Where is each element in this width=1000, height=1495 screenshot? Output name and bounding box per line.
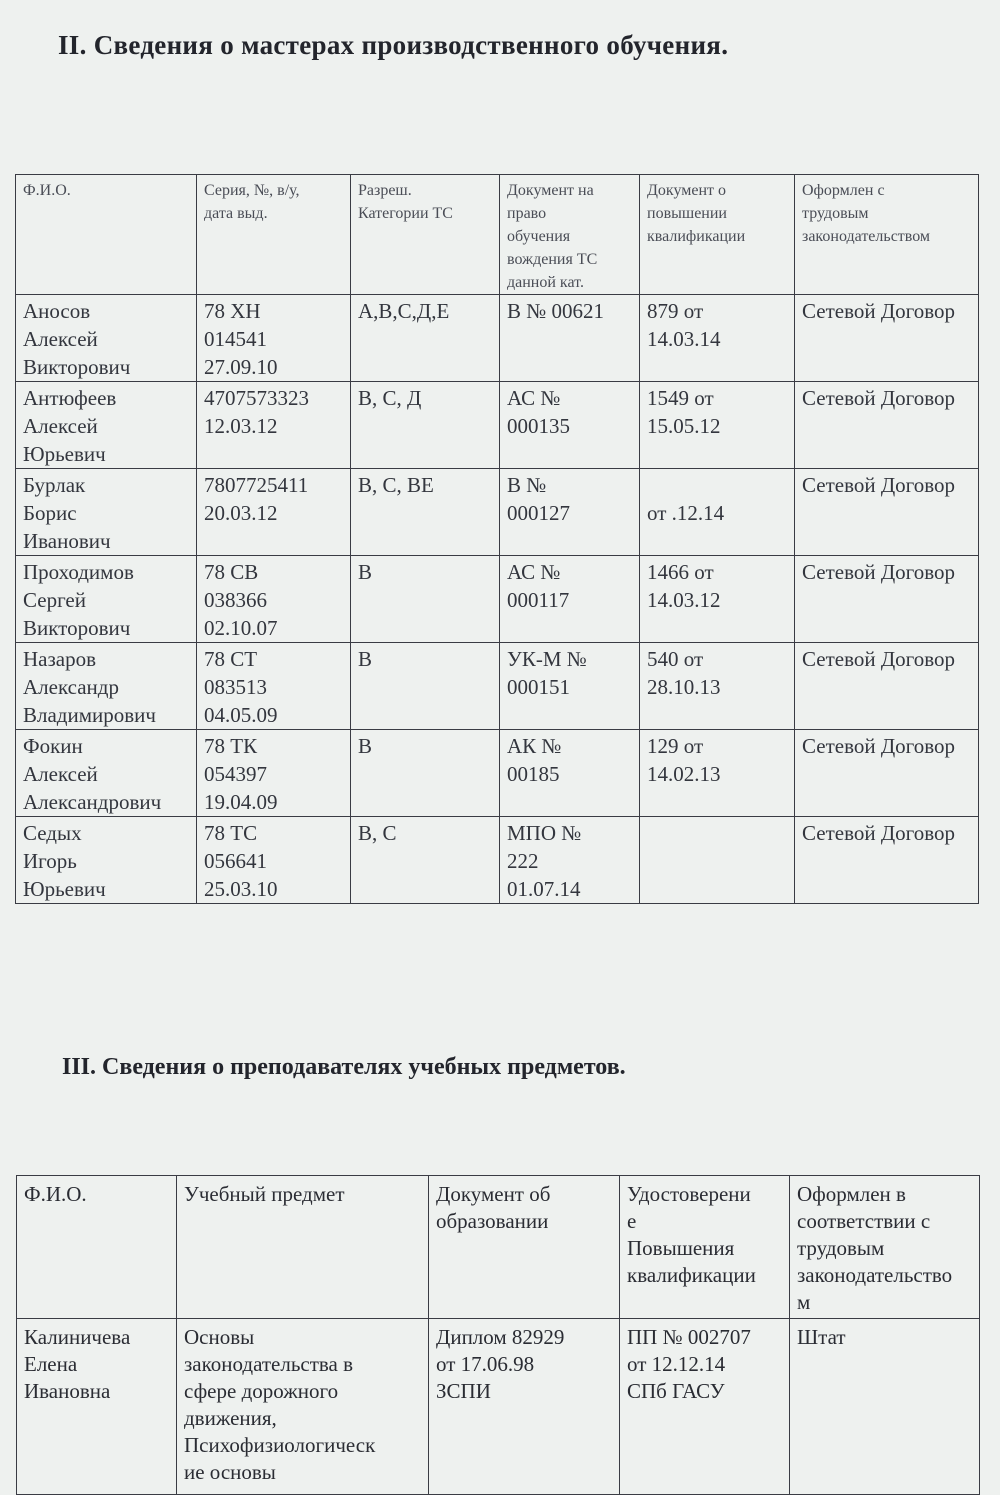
table-row bbox=[16, 295, 979, 382]
cell-fio: Проходимов Сергей Викторович bbox=[16, 556, 197, 643]
header-subject: Учебный предмет bbox=[177, 1176, 429, 1319]
section-3-title: III. Сведения о преподавателях учебных предметов. bbox=[62, 1054, 626, 1080]
cell-training-doc: АС № 000135 bbox=[500, 382, 640, 469]
cell-employment: Сетевой Договор bbox=[795, 469, 979, 556]
cell-qualification-doc: от .12.14 bbox=[640, 469, 795, 556]
table-header-row bbox=[16, 175, 979, 295]
cell-employment: Сетевой Договор bbox=[795, 382, 979, 469]
table-row bbox=[16, 556, 979, 643]
header-fio: Ф.И.О. bbox=[16, 175, 197, 295]
cell-employment: Сетевой Договор bbox=[795, 817, 979, 904]
table-row bbox=[16, 730, 979, 817]
teachers-table bbox=[16, 1175, 980, 1495]
cell-training-doc: В № 00621 bbox=[500, 295, 640, 382]
cell-employment: Сетевой Договор bbox=[795, 295, 979, 382]
table-row bbox=[16, 643, 979, 730]
cell-fio: Бурлак Борис Иванович bbox=[16, 469, 197, 556]
cell-license: 78 СВ 038366 02.10.07 bbox=[197, 556, 351, 643]
cell-employment: Сетевой Договор bbox=[795, 643, 979, 730]
cell-categories: А,В,С,Д,Е bbox=[351, 295, 500, 382]
cell-fio: Калиничева Елена Ивановна bbox=[17, 1319, 177, 1495]
cell-license: 78 ХН 014541 27.09.10 bbox=[197, 295, 351, 382]
table-row bbox=[16, 469, 979, 556]
table-header-row bbox=[17, 1176, 980, 1319]
cell-license: 7807725411 20.03.12 bbox=[197, 469, 351, 556]
cell-fio: Назаров Александр Владимирович bbox=[16, 643, 197, 730]
cell-license: 4707573323 12.03.12 bbox=[197, 382, 351, 469]
cell-license: 78 ТК 054397 19.04.09 bbox=[197, 730, 351, 817]
cell-fio: Фокин Алексей Александрович bbox=[16, 730, 197, 817]
cell-qualification-cert: ПП № 002707 от 12.12.14 СПб ГАСУ bbox=[620, 1319, 790, 1495]
cell-subject: Основы законодательства в сфере дорожного движения, Психофизиологическ ие основы bbox=[177, 1319, 429, 1495]
cell-employment: Штат bbox=[790, 1319, 980, 1495]
cell-categories: В, С, ВЕ bbox=[351, 469, 500, 556]
header-license: Серия, №, в/у, дата выд. bbox=[197, 175, 351, 295]
header-employment: Оформлен в соответствии с трудовым законодательство м bbox=[790, 1176, 980, 1319]
cell-categories: В bbox=[351, 730, 500, 817]
cell-categories: В bbox=[351, 556, 500, 643]
cell-training-doc: УК-М № 000151 bbox=[500, 643, 640, 730]
cell-license: 78 СТ 083513 04.05.09 bbox=[197, 643, 351, 730]
cell-employment: Сетевой Договор bbox=[795, 556, 979, 643]
cell-fio: Антюфеев Алексей Юрьевич bbox=[16, 382, 197, 469]
table-row bbox=[16, 817, 979, 904]
cell-employment: Сетевой Договор bbox=[795, 730, 979, 817]
cell-categories: В bbox=[351, 643, 500, 730]
cell-training-doc: АС № 000117 bbox=[500, 556, 640, 643]
header-education-doc: Документ об образовании bbox=[429, 1176, 620, 1319]
masters-table bbox=[15, 174, 979, 904]
section-2-title: II. Сведения о мастерах производственного обучения. bbox=[58, 30, 729, 60]
cell-license: 78 ТС 056641 25.03.10 bbox=[197, 817, 351, 904]
header-categories: Разреш. Категории ТС bbox=[351, 175, 500, 295]
cell-qualification-doc: 879 от 14.03.14 bbox=[640, 295, 795, 382]
cell-categories: В, С bbox=[351, 817, 500, 904]
header-fio: Ф.И.О. bbox=[17, 1176, 177, 1319]
cell-qualification-doc: 1466 от 14.03.12 bbox=[640, 556, 795, 643]
cell-qualification-doc bbox=[640, 817, 795, 904]
cell-categories: В, С, Д bbox=[351, 382, 500, 469]
cell-education-doc: Диплом 82929 от 17.06.98 ЗСПИ bbox=[429, 1319, 620, 1495]
table-row bbox=[17, 1319, 980, 1495]
cell-training-doc: МПО № 222 01.07.14 bbox=[500, 817, 640, 904]
cell-qualification-doc: 129 от 14.02.13 bbox=[640, 730, 795, 817]
header-qualification-doc: Документ о повышении квалификации bbox=[640, 175, 795, 295]
header-employment: Оформлен с трудовым законодательством bbox=[795, 175, 979, 295]
table-row bbox=[16, 382, 979, 469]
header-training-doc: Документ на право обучения вождения ТС данной кат. bbox=[500, 175, 640, 295]
cell-fio: Аносов Алексей Викторович bbox=[16, 295, 197, 382]
header-qualification-cert: Удостоверени е Повышения квалификации bbox=[620, 1176, 790, 1319]
cell-qualification-doc: 540 от 28.10.13 bbox=[640, 643, 795, 730]
cell-fio: Седых Игорь Юрьевич bbox=[16, 817, 197, 904]
cell-qualification-doc: 1549 от 15.05.12 bbox=[640, 382, 795, 469]
cell-training-doc: АК № 00185 bbox=[500, 730, 640, 817]
cell-training-doc: В № 000127 bbox=[500, 469, 640, 556]
